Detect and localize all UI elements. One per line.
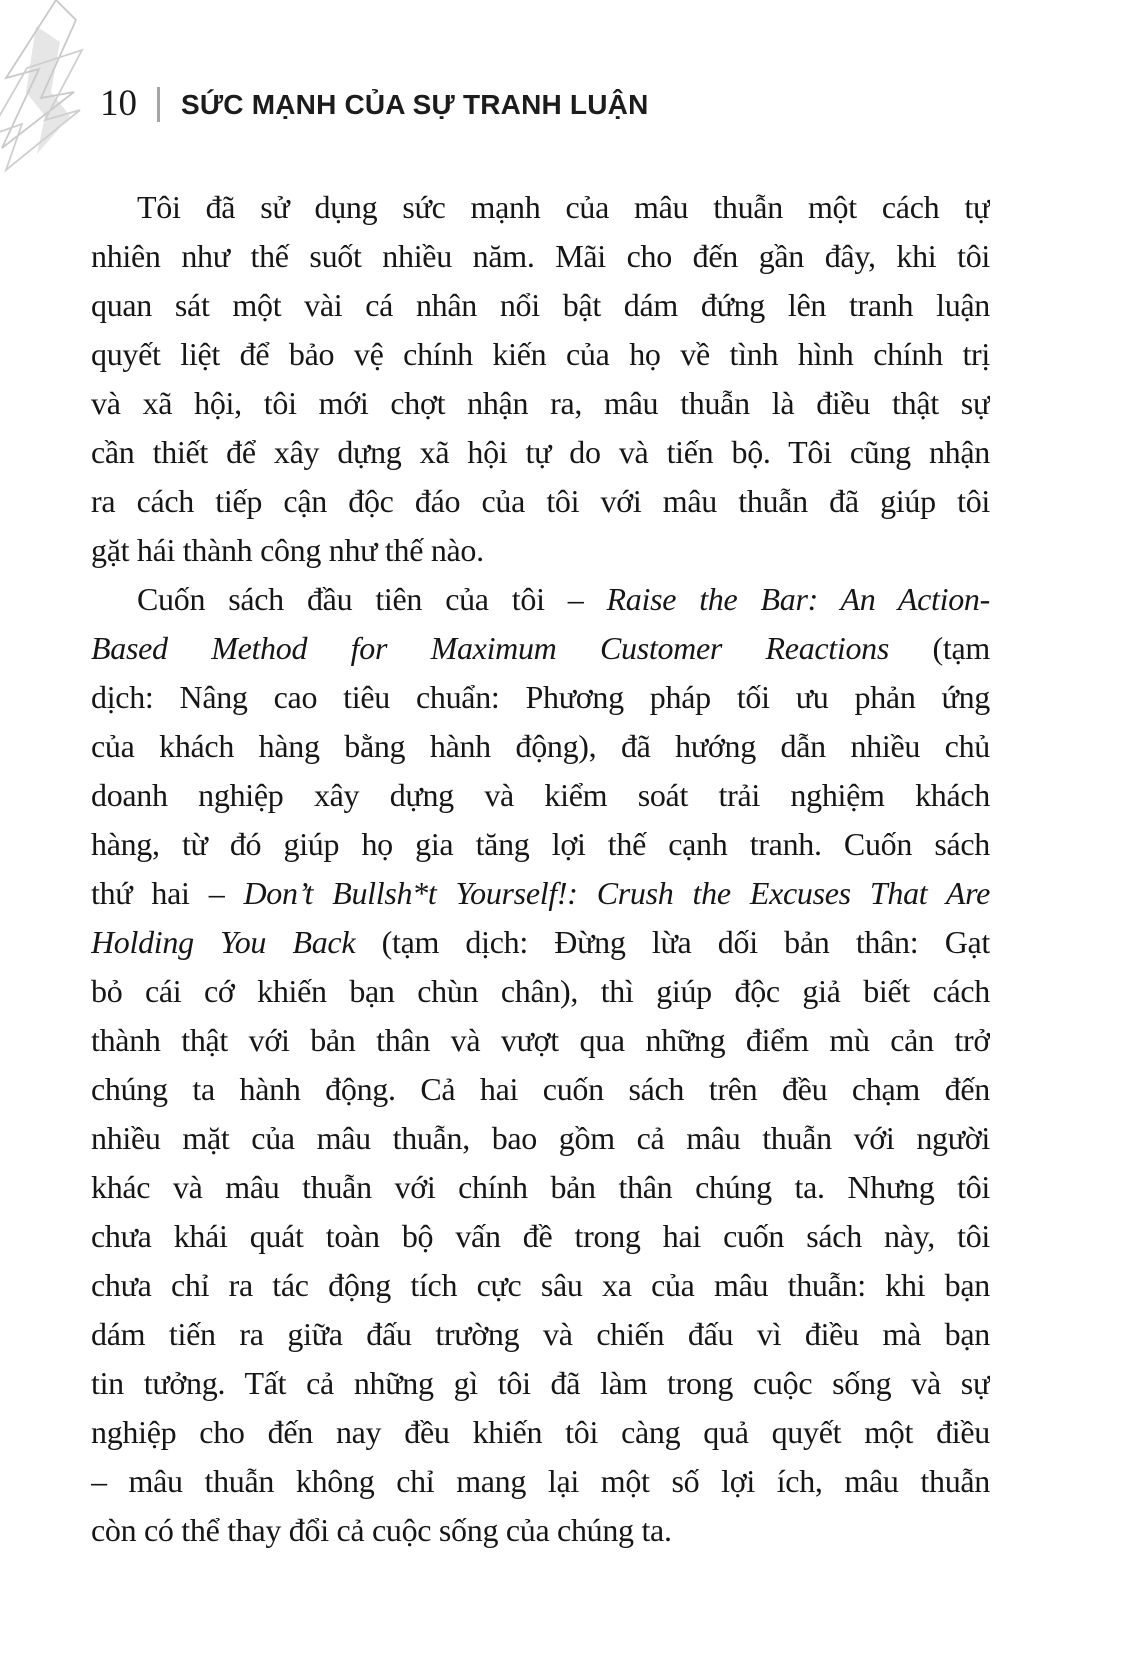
text-line (91, 281, 990, 330)
text-line (91, 1457, 990, 1506)
text-run: chúng ta hành động. Cả hai cuốn sách trên đều chạm đến (91, 1071, 990, 1107)
text-run: và xã hội, tôi mới chợt nhận ra, mâu thuẫn là điều thật sự (91, 385, 990, 421)
text-run: nghiệp cho đến nay đều khiến tôi càng quả quyết một điều (91, 1414, 990, 1450)
text-line (91, 477, 990, 526)
text-line (91, 379, 990, 428)
text-run: thành thật với bản thân và vượt qua những điểm mù cản trở (91, 1022, 990, 1058)
body-text (91, 183, 990, 1555)
text-run: quyết liệt để bảo vệ chính kiến của họ về tình hình chính trị (91, 336, 990, 372)
text-line (91, 1359, 990, 1408)
text-run: Tôi đã sử dụng sức mạnh của mâu thuẫn một cách tự (137, 189, 990, 225)
text-line (91, 869, 990, 918)
text-line (91, 624, 990, 673)
text-line (91, 820, 990, 869)
text-line (91, 771, 990, 820)
header-divider (157, 87, 160, 122)
text-run: ra cách tiếp cận độc đáo của tôi với mâu thuẫn đã giúp tôi (91, 483, 990, 519)
text-line (91, 967, 990, 1016)
text-run: nhiên như thế suốt nhiều năm. Mãi cho đến gần đây, khi tôi (91, 238, 990, 274)
text-run: (tạm (889, 630, 990, 666)
text-line (91, 232, 990, 281)
text-line (91, 526, 990, 575)
text-run: quan sát một vài cá nhân nổi bật dám đứng lên tranh luận (91, 287, 990, 323)
text-line (91, 1261, 990, 1310)
text-run: bỏ cái cớ khiến bạn chùn chân), thì giúp độc giả biết cách (91, 973, 990, 1009)
text-line (91, 1212, 990, 1261)
running-title: SỨC MẠNH CỦA SỰ TRANH LUẬN (181, 89, 649, 120)
text-line (91, 1065, 990, 1114)
text-line (91, 1016, 990, 1065)
text-line (91, 918, 990, 967)
text-line (91, 1114, 990, 1163)
text-run: dám tiến ra giữa đấu trường và chiến đấu vì điều mà bạn (91, 1316, 990, 1352)
text-line (91, 1310, 990, 1359)
text-run: – mâu thuẫn không chỉ mang lại một số lợi ích, mâu thuẫn (91, 1463, 990, 1499)
text-line (91, 575, 990, 624)
book-title-italic: Don’t Bullsh*t Yourself!: Crush the Excuses That Are (243, 875, 990, 911)
text-run: của khách hàng bằng hành động), đã hướng dẫn nhiều chủ (91, 728, 990, 764)
text-run: Cuốn sách đầu tiên của tôi – (137, 581, 607, 617)
text-run: (tạm dịch: Đừng lừa dối bản thân: Gạt (355, 924, 990, 960)
text-run: tin tưởng. Tất cả những gì tôi đã làm trong cuộc sống và sự (91, 1365, 990, 1401)
text-run: khác và mâu thuẫn với chính bản thân chúng ta. Nhưng tôi (91, 1169, 990, 1205)
text-line (91, 183, 990, 232)
text-run: cần thiết để xây dựng xã hội tự do và tiến bộ. Tôi cũng nhận (91, 434, 990, 470)
text-line (91, 1506, 990, 1555)
text-run: còn có thể thay đổi cả cuộc sống của chúng ta. (91, 1512, 672, 1548)
book-title-italic: Holding You Back (91, 924, 356, 960)
text-run: gặt hái thành công như thế nào. (91, 532, 484, 568)
text-line (91, 722, 990, 771)
text-run: chưa khái quát toàn bộ vấn đề trong hai cuốn sách này, tôi (91, 1218, 990, 1254)
book-title-italic: Based Method for Maximum Customer Reactions (91, 630, 890, 666)
text-line (91, 428, 990, 477)
text-run: nhiều mặt của mâu thuẫn, bao gồm cả mâu thuẫn với người (91, 1120, 990, 1156)
text-run: doanh nghiệp xây dựng và kiểm soát trải nghiệm khách (91, 777, 990, 813)
text-run: thứ hai – (91, 875, 244, 911)
text-line (91, 1163, 990, 1212)
text-run: chưa chỉ ra tác động tích cực sâu xa của mâu thuẫn: khi bạn (91, 1267, 990, 1303)
text-line (91, 1408, 990, 1457)
page-header (100, 82, 649, 126)
text-run: hàng, từ đó giúp họ gia tăng lợi thế cạnh tranh. Cuốn sách (91, 826, 990, 862)
lightning-bolt-icon (0, 0, 107, 176)
text-line (91, 330, 990, 379)
text-line (91, 673, 990, 722)
page-number: 10 (100, 83, 137, 124)
book-title-italic: Raise the Bar: An Action- (606, 581, 990, 617)
text-run: dịch: Nâng cao tiêu chuẩn: Phương pháp tối ưu phản ứng (91, 679, 990, 715)
